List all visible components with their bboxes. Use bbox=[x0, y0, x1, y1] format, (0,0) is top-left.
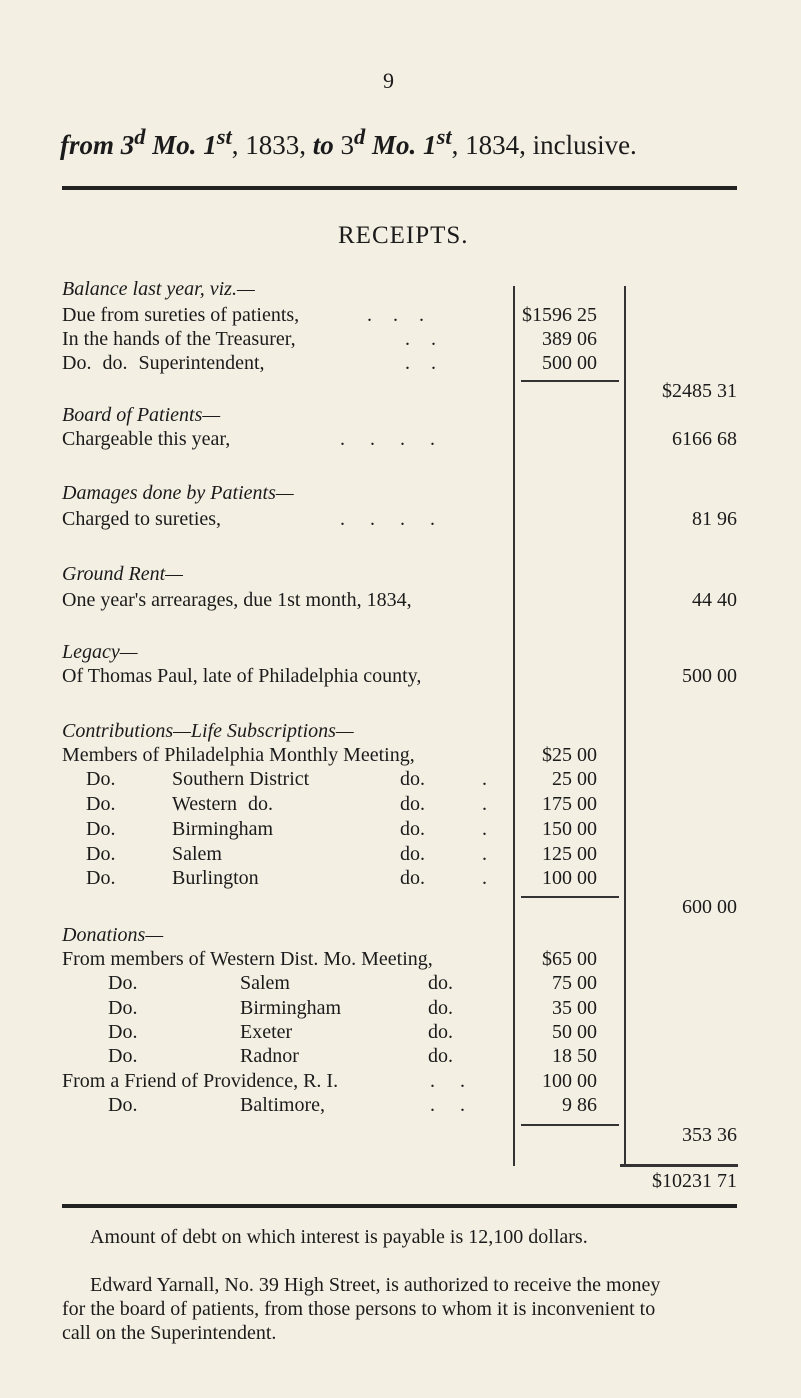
contribution-amount: 25 00 bbox=[552, 768, 597, 790]
donation-friend-dots: . . bbox=[430, 1070, 475, 1092]
balance-row-dots: . . bbox=[405, 328, 444, 350]
contribution-name: Burlington bbox=[172, 867, 259, 889]
donations-first-label: From members of Western Dist. Mo. Meeting, bbox=[62, 948, 433, 970]
donation-amount: 75 00 bbox=[552, 972, 597, 994]
contribution-ditto: do. bbox=[400, 843, 425, 865]
donations-first-amount: $65 00 bbox=[542, 948, 597, 970]
contribution-ditto: do. bbox=[400, 793, 425, 815]
section-donations-title: Donations— bbox=[62, 924, 164, 946]
donation-name: Birmingham bbox=[240, 997, 342, 1019]
donation-name: Radnor bbox=[240, 1045, 299, 1067]
donations-total: 353 36 bbox=[682, 1124, 737, 1146]
section-ground-rent-title: Ground Rent— bbox=[62, 563, 183, 585]
grand-total: $10231 71 bbox=[652, 1170, 737, 1192]
donation-amount: 35 00 bbox=[552, 997, 597, 1019]
receipts-title: RECEIPTS. bbox=[338, 222, 469, 249]
contributions-first-amount: $25 00 bbox=[542, 744, 597, 766]
authorization-line-1: Edward Yarnall, No. 39 High Street, is authorized to receive the money bbox=[90, 1274, 661, 1296]
contribution-do: Do. bbox=[86, 843, 116, 865]
donation-baltimore-dots: . . bbox=[430, 1094, 475, 1116]
balance-row-label: Do. do. Superintendent, bbox=[62, 352, 265, 374]
contributions-subtotal-rule bbox=[521, 896, 619, 898]
balance-row-amount: 500 00 bbox=[542, 352, 597, 374]
donation-friend-amount: 100 00 bbox=[542, 1070, 597, 1092]
balance-row-dots: . . . bbox=[367, 304, 432, 326]
donation-do: Do. bbox=[108, 1045, 138, 1067]
contribution-amount: 175 00 bbox=[542, 793, 597, 815]
contribution-ditto: do. bbox=[400, 818, 425, 840]
legacy-total: 500 00 bbox=[682, 665, 737, 687]
donation-amount: 50 00 bbox=[552, 1021, 597, 1043]
authorization-line-2: for the board of patients, from those persons to whom it is inconvenient to bbox=[62, 1298, 656, 1320]
contribution-dot: . bbox=[482, 768, 487, 790]
ground-rent-total: 44 40 bbox=[692, 589, 737, 611]
donation-ditto: do. bbox=[428, 997, 453, 1019]
donation-ditto: do. bbox=[428, 972, 453, 994]
contribution-dot: . bbox=[482, 867, 487, 889]
section-board-title: Board of Patients— bbox=[62, 404, 221, 426]
contributions-first-label: Members of Philadelphia Monthly Meeting, bbox=[62, 744, 415, 766]
donation-name: Exeter bbox=[240, 1021, 293, 1043]
board-dots: . . . . bbox=[340, 428, 445, 450]
contribution-name: Salem bbox=[172, 843, 222, 865]
contribution-do: Do. bbox=[86, 867, 116, 889]
contribution-amount: 100 00 bbox=[542, 867, 597, 889]
contribution-do: Do. bbox=[86, 793, 116, 815]
contribution-name: Birmingham bbox=[172, 818, 274, 840]
column-rule-left bbox=[513, 286, 515, 1166]
balance-row-amount: 389 06 bbox=[542, 328, 597, 350]
authorization-line-3: call on the Superintendent. bbox=[62, 1322, 277, 1344]
donation-friend-label: From a Friend of Providence, R. I. bbox=[62, 1070, 339, 1092]
donations-subtotal-rule bbox=[521, 1124, 619, 1126]
balance-row-amount: $1596 25 bbox=[522, 304, 597, 326]
section-contributions-title: Contributions—Life Subscriptions— bbox=[62, 720, 354, 742]
contribution-dot: . bbox=[482, 843, 487, 865]
section-legacy-title: Legacy— bbox=[62, 641, 138, 663]
column-rule-right bbox=[624, 286, 626, 1166]
balance-row-label: In the hands of the Treasurer, bbox=[62, 328, 296, 350]
grand-total-rule bbox=[620, 1164, 738, 1167]
debt-note: Amount of debt on which interest is payable is 12,100 dollars. bbox=[90, 1226, 588, 1248]
donation-amount: 18 50 bbox=[552, 1045, 597, 1067]
donation-do: Do. bbox=[108, 972, 138, 994]
page-heading: from 3$^d$ Mo. 1st, 1833, to 3$^d$ Mo. 1st, 1834, inclusive. bbox=[60, 124, 637, 160]
donation-ditto: do. bbox=[428, 1045, 453, 1067]
page-number: 9 bbox=[383, 68, 394, 93]
donation-baltimore-amount: 9 86 bbox=[562, 1094, 597, 1116]
balance-total: $2485 31 bbox=[662, 380, 737, 402]
top-rule bbox=[62, 186, 737, 190]
balance-subtotal-rule bbox=[521, 380, 619, 382]
donation-baltimore-do: Do. bbox=[108, 1094, 138, 1116]
donation-name: Salem bbox=[240, 972, 290, 994]
contribution-do: Do. bbox=[86, 768, 116, 790]
donation-ditto: do. bbox=[428, 1021, 453, 1043]
board-label: Chargeable this year, bbox=[62, 428, 231, 450]
bottom-rule bbox=[62, 1204, 737, 1208]
contribution-name: Western do. bbox=[172, 793, 274, 815]
balance-row-label: Due from sureties of patients, bbox=[62, 304, 300, 326]
contribution-dot: . bbox=[482, 818, 487, 840]
contribution-do: Do. bbox=[86, 818, 116, 840]
board-total: 6166 68 bbox=[672, 428, 737, 450]
balance-row-dots: . . bbox=[405, 352, 444, 374]
damages-label: Charged to sureties, bbox=[62, 508, 222, 530]
ground-rent-label: One year's arrearages, due 1st month, 1834, bbox=[62, 589, 412, 611]
donation-do: Do. bbox=[108, 997, 138, 1019]
section-damages-title: Damages done by Patients— bbox=[62, 482, 294, 504]
contribution-amount: 150 00 bbox=[542, 818, 597, 840]
contribution-dot: . bbox=[482, 793, 487, 815]
legacy-label: Of Thomas Paul, late of Philadelphia county, bbox=[62, 665, 422, 687]
donation-do: Do. bbox=[108, 1021, 138, 1043]
contribution-ditto: do. bbox=[400, 768, 425, 790]
contribution-name: Southern District bbox=[172, 768, 310, 790]
donation-baltimore-name: Baltimore, bbox=[240, 1094, 325, 1116]
damages-dots: . . . . bbox=[340, 508, 445, 530]
contribution-amount: 125 00 bbox=[542, 843, 597, 865]
damages-total: 81 96 bbox=[692, 508, 737, 530]
section-balance-title: Balance last year, viz.— bbox=[62, 278, 255, 300]
contributions-total: 600 00 bbox=[682, 896, 737, 918]
contribution-ditto: do. bbox=[400, 867, 425, 889]
